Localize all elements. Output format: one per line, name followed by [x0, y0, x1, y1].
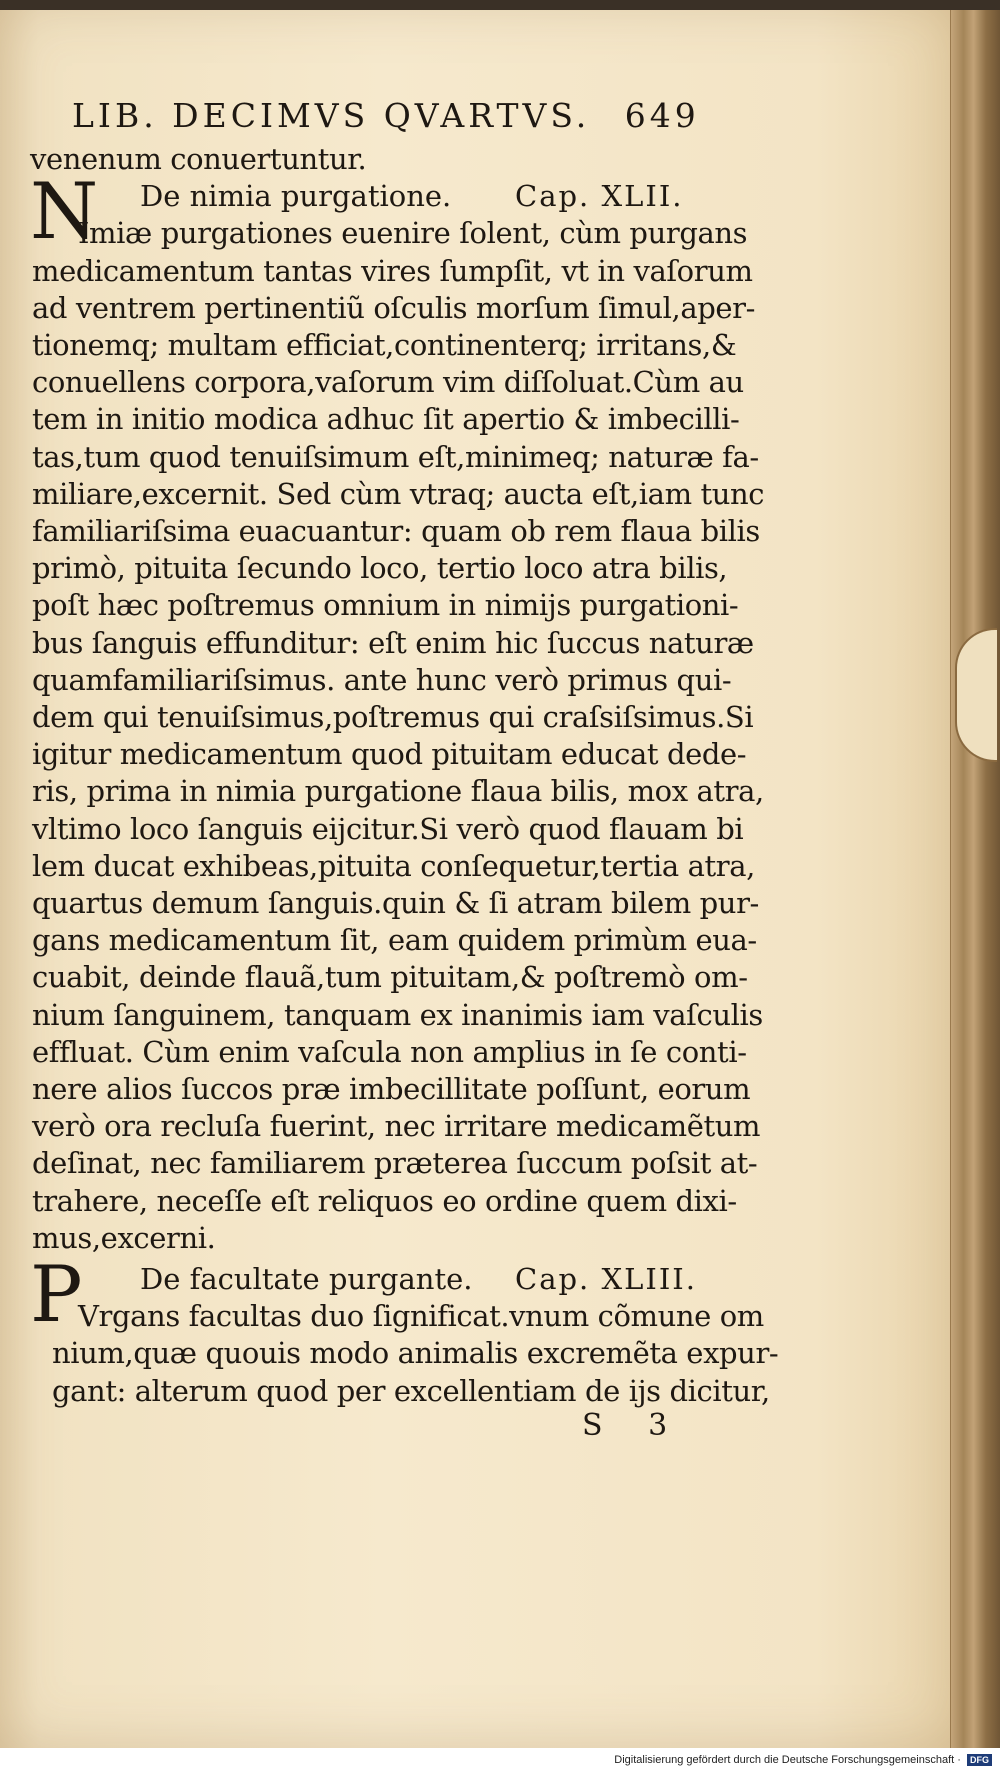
text-line: nium ſanguinem, tanquam ex inanimis iam vaſculis	[32, 997, 763, 1032]
text-line: miliare,excernit. Sed cùm vtraq; aucta eſt,iam tunc	[32, 476, 765, 511]
text-line: quartus demum ſanguis.quin & ſi atram bilem pur-	[32, 886, 759, 920]
dfg-logo: DFG	[967, 1754, 992, 1766]
text-line: Vrgans facultas duo ſignificat.vnum cõmune om	[78, 1299, 764, 1334]
chapter-number: Cap. XLIII.	[515, 1262, 697, 1296]
text-line: medicamentum tantas vires ſumpſit, vt in vaſorum	[32, 253, 753, 288]
chapter-number: Cap. XLII.	[515, 179, 684, 214]
text-line: tas,tum quod tenuiſsimum eſt,minimeq; naturæ fa-	[32, 439, 759, 474]
text-line: effluat. Cùm enim vaſcula non amplius in ſe conti-	[32, 1034, 747, 1069]
text-line: cuabit, deinde flauã,tum pituitam,& poſtremò om-	[32, 960, 748, 995]
text-line: lem ducat exhibeas,pituita conſequetur,tertia atra,	[32, 848, 755, 883]
text-line: bus ſanguis effunditur: eſt enim hic ſuccus naturæ	[32, 625, 754, 660]
text-line: gans medicamentum ſit, eam quidem primùm eua-	[32, 923, 757, 958]
page-edge	[950, 5, 1000, 1750]
text-line: primò, pituita ſecundo loco, tertio loco atra bilis,	[32, 551, 728, 586]
text-line: Imiæ purgationes euenire ſolent, cùm purgans	[78, 216, 748, 251]
text-line: poſt hæc poſtremus omnium in nimijs purgationi-	[32, 588, 739, 623]
running-header	[72, 96, 700, 135]
scan-top-border	[0, 0, 1000, 10]
text-line: tionemq; multam efficiat,continenterq; irritans,&	[32, 328, 737, 362]
text-line: igitur medicamentum quod pituitam educat dede-	[32, 737, 747, 772]
signature-mark: S 3	[582, 1408, 686, 1443]
text-line: trahere, neceſſe eſt reliquos eo ordine quem dixi-	[32, 1183, 737, 1218]
text-line: dem qui tenuiſsimus,poſtremus qui craſsiſsimus.Si	[32, 700, 754, 734]
drop-cap: P	[30, 1250, 83, 1340]
text-line: deſinat, nec familiarem præterea ſuccum poſsit at-	[32, 1146, 758, 1181]
text-line: vltimo loco ſanguis eijcitur.Si verò quod flauam bi	[32, 811, 744, 846]
page-tab-marker	[955, 628, 997, 762]
digitization-credit	[614, 1754, 992, 1766]
page-number: 649	[624, 96, 700, 135]
text-line: familiariſsima euacuantur: quam ob rem flaua bilis	[32, 514, 760, 548]
text-line: conuellens corpora,vaſorum vim diſſoluat.Cùm au	[32, 365, 744, 400]
text-line: nium,quæ quouis modo animalis excremẽta expur-	[52, 1336, 779, 1371]
text-line: quamfamiliariſsimus. ante hunc verò primus qui-	[32, 662, 732, 697]
text-line: gant: alterum quod per excellentiam de ijs dicitur,	[52, 1373, 770, 1408]
text-line: mus,excerni.	[32, 1220, 216, 1255]
text-line: ad ventrem pertinentiũ oſculis morſum ſimul,aper-	[32, 290, 756, 325]
credit-text: Digitalisierung gefördert durch die Deutsche Forschungsgemeinschaft ·	[614, 1754, 961, 1766]
text-line: verò ora recluſa fuerint, nec irritare medicamẽtum	[32, 1109, 761, 1144]
text-line: venenum conuertuntur.	[30, 142, 367, 176]
text-line: ris, prima in nimia purgatione flaua bilis, mox atra,	[32, 774, 764, 809]
running-title: LIB. DECIMVS QVARTVS.	[72, 96, 591, 135]
chapter-title: De facultate purgante.	[140, 1262, 473, 1296]
drop-cap: N	[30, 167, 99, 258]
text-line: nere alios ſuccos præ imbecillitate poſſunt, eorum	[32, 1072, 751, 1106]
text-line: tem in initio modica adhuc ſit apertio & imbecilli-	[32, 402, 740, 437]
chapter-title: De nimia purgatione.	[140, 179, 452, 214]
